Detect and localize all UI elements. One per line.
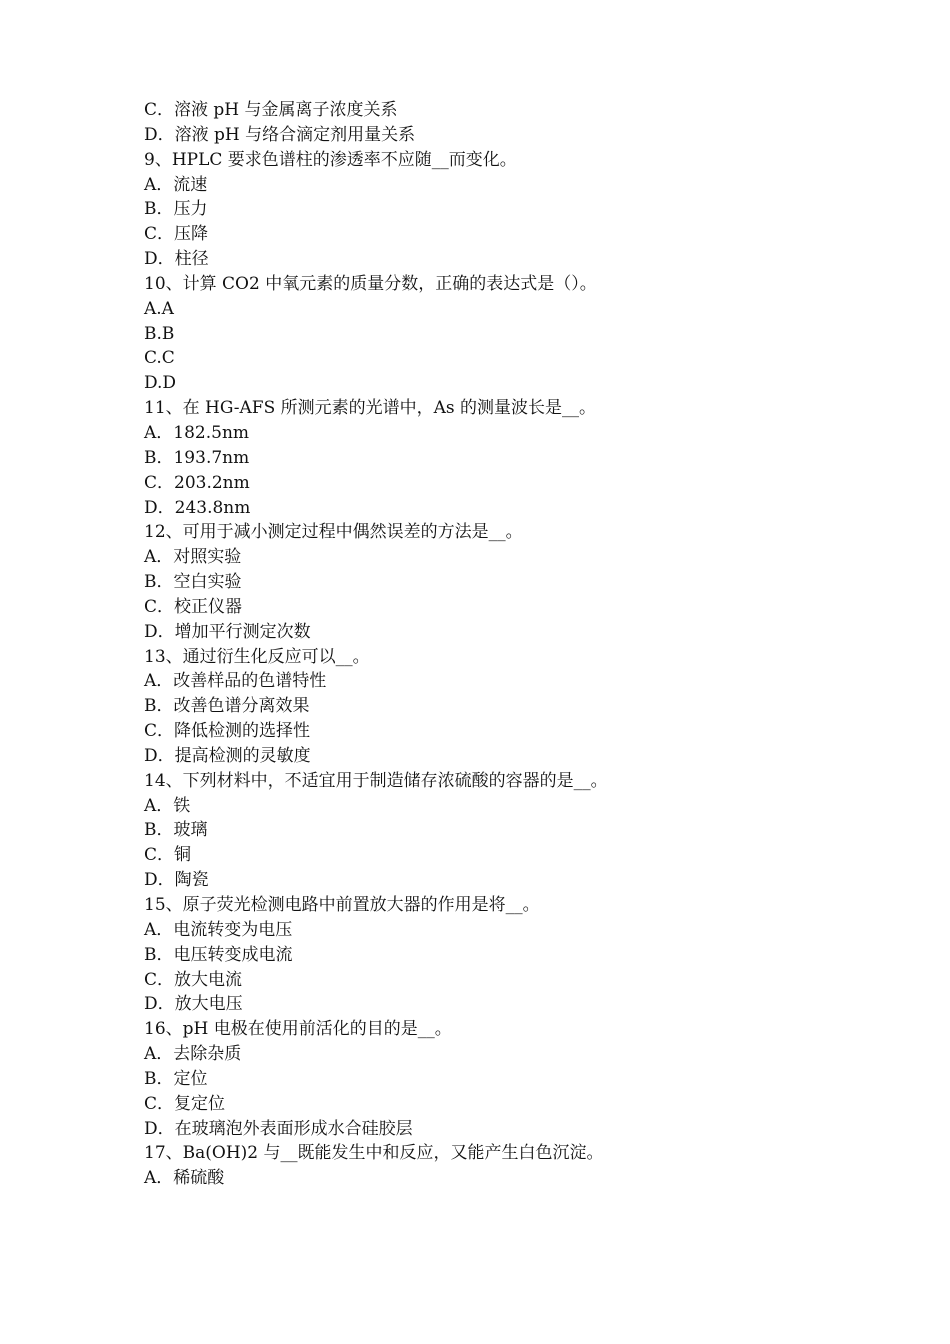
option-line: C．校正仪器 bbox=[144, 596, 243, 617]
option-line: A．稀硫酸 bbox=[144, 1168, 225, 1189]
option-line: D．陶瓷 bbox=[144, 870, 209, 891]
question-line: 17、Ba(OH)2 与__既能发生中和反应，又能产生白色沉淀。 bbox=[144, 1143, 604, 1164]
option-line: B．玻璃 bbox=[144, 820, 208, 841]
option-line: D.D bbox=[144, 373, 177, 394]
option-line: C．铜 bbox=[144, 845, 192, 866]
question-line: 15、原子荧光检测电路中前置放大器的作用是将__。 bbox=[144, 895, 540, 915]
option-line: C．降低检测的选择性 bbox=[144, 721, 311, 742]
option-line: B.B bbox=[144, 323, 175, 344]
option-line: C．203.2nm bbox=[144, 472, 250, 493]
question-line: 13、通过衍生化反应可以__。 bbox=[144, 646, 370, 667]
option-line: D．放大电压 bbox=[144, 994, 243, 1015]
question-line: 12、可用于减小测定过程中偶然误差的方法是__。 bbox=[144, 522, 523, 543]
option-line: D．提高检测的灵敏度 bbox=[144, 745, 311, 766]
option-line: C．复定位 bbox=[144, 1093, 226, 1114]
option-line: D．在玻璃泡外表面形成水合硅胶层 bbox=[144, 1118, 413, 1139]
option-line: A．流速 bbox=[144, 174, 208, 195]
option-line: A．铁 bbox=[144, 795, 191, 816]
question-line: 9、HPLC 要求色谱柱的渗透率不应随__而变化。 bbox=[144, 149, 517, 170]
document-page bbox=[144, 98, 864, 1191]
option-line: D．柱径 bbox=[144, 249, 209, 270]
question-line: 11、在 HG-AFS 所测元素的光谱中，As 的测量波长是__。 bbox=[144, 398, 597, 419]
option-line: A．182.5nm bbox=[144, 422, 250, 443]
option-line: C．压降 bbox=[144, 224, 209, 245]
option-line: B．电压转变成电流 bbox=[144, 944, 293, 965]
option-line: A.A bbox=[144, 298, 174, 319]
option-line: A．电流转变为电压 bbox=[144, 919, 293, 940]
option-line: A．改善样品的色谱特性 bbox=[144, 671, 327, 692]
option-line: B．空白实验 bbox=[144, 572, 242, 593]
option-line: D．243.8nm bbox=[144, 497, 251, 518]
question-line: 10、计算 CO2 中氧元素的质量分数，正确的表达式是（）。 bbox=[144, 273, 597, 294]
option-line: D．增加平行测定次数 bbox=[144, 621, 311, 642]
option-line: B．改善色谱分离效果 bbox=[144, 696, 310, 717]
option-line: C.C bbox=[144, 348, 175, 369]
option-line: B．193.7nm bbox=[144, 447, 250, 468]
option-line: A．去除杂质 bbox=[144, 1044, 242, 1065]
option-line: B．定位 bbox=[144, 1068, 208, 1089]
question-line: 14、下列材料中，不适宜用于制造储存浓硫酸的容器的是__。 bbox=[144, 770, 608, 791]
question-line: 16、pH 电极在使用前活化的目的是__。 bbox=[144, 1019, 452, 1040]
option-line: B．压力 bbox=[144, 199, 208, 220]
option-line: A．对照实验 bbox=[144, 547, 242, 568]
option-line: D．溶液 pH 与络合滴定剂用量关系 bbox=[144, 124, 416, 145]
option-line: C．溶液 pH 与金属离子浓度关系 bbox=[144, 100, 398, 120]
option-line: C．放大电流 bbox=[144, 969, 243, 990]
